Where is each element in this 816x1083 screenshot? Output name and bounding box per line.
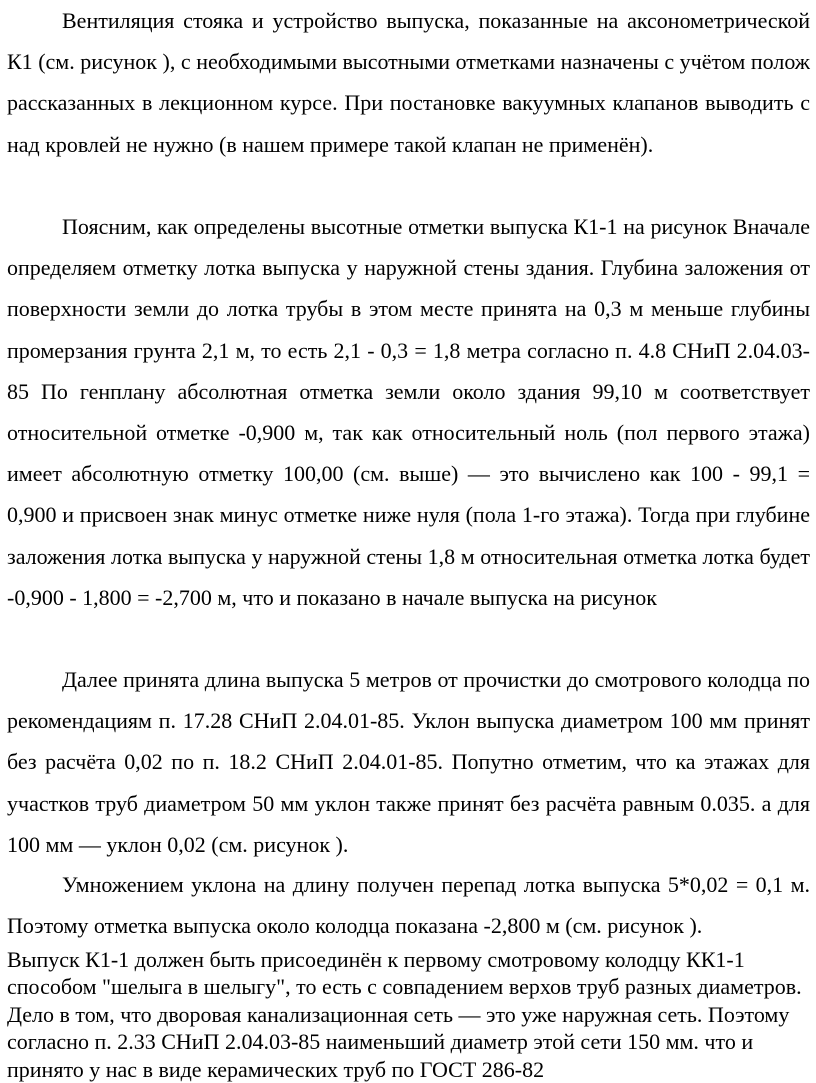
paragraph-outlet-length-slope: Далее принята длина выпуска 5 метров от прочистки до смотрового колодца по рекомендациям п. 17.28 СНиП 2.04.01-85. Уклон выпуска диаметром 100 мм принят без расчёта 0,02 по п. 18.2 СНиП 2.04.01-85. Попутно отметим, что ка этажах для участков труб диаметром 50 мм уклон также принят без расчёта равным 0.035. а для 100 мм — уклон 0,02 (см. рисунок ). xyxy=(7,667,810,857)
paragraph-ventilation: Вентиляция стояка и устройство выпуска, показанные на аксонометрической К1 (см. рисунок ), с необходимыми высотными отметками назначены с учётом полож рассказанных в лекционном курсе. При постановке вакуумных клапанов выводить с над кровлей не нужно (в нашем примере такой клапан не применён). xyxy=(7,8,810,157)
paragraph-elevation-drop: Умножением уклона на длину получен перепад лотка выпуска 5*0,02 = 0,1 м. Поэтому отметка выпуска около колодца показана -2,800 м (см. рисунок ). xyxy=(7,872,810,939)
paragraph-well-connection: Выпуск К1-1 должен быть присоединён к первому смотровому колодцу КК1-1 способом "шелыга в шелыгу", то есть с совпадением верхов труб разных диаметров. Дело в том, что дворовая канализационная сеть — это уже наружная сеть. Поэтому согласно п. 2.33 СНиП 2.04.03-85 наименьший диаметр этой сети 150 мм. что и принято у нас в виде керамических труб по ГОСТ 286-82 xyxy=(7,947,802,1082)
paragraph-outlet-elevations: Поясним, как определены высотные отметки выпуска К1-1 на рисунок Вначале определяем отметку лотка выпуска у наружной стены здания. Глубина заложения от поверхности земли до лотка трубы в этом месте принята на 0,3 м меньше глубины промерзания грунта 2,1 м, то есть 2,1 - 0,3 = 1,8 метра согласно п. 4.8 СНиП 2.04.03-85 По генплану абсолютная отметка земли около здания 99,10 м соответствует относительной отметке -0,900 м, так как относительный ноль (пол первого этажа) имеет абсолютную отметку 100,00 (см. выше) — это вычислено как 100 - 99,1 = 0,900 и присвоен знак минус отметке ниже нуля (пола 1-го этажа). Тогда при глубине заложения лотка выпуска у наружной стены 1,8 м относительная отметка лотка будет -0,900 - 1,800 = -2,700 м, что и показано в начале выпуска на рисунок xyxy=(7,214,810,610)
